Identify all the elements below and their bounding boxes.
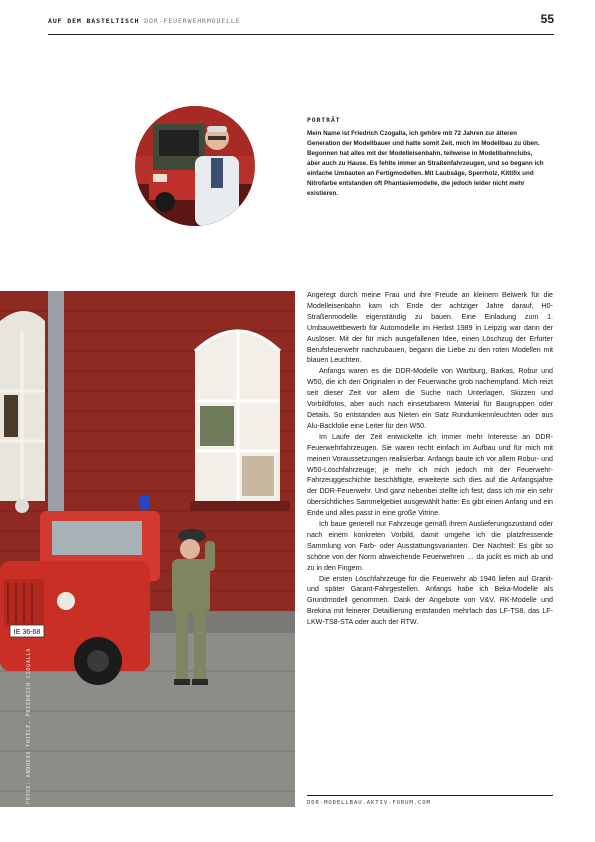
article-body [307, 290, 553, 628]
portrait-body: Mein Name ist Friedrich Czogalla, ich gehöre mit 72 Jahren zur älteren Generation der Modellbauer und hatte somit Zeit, mich im Modellbau zu üben. Begonnen hat alles mit der Modelleisenbahn, teilweise in Modellbahnclubs, aber auch zu Hause. Es fehlte immer an Straßenfahrzeugen, und so begann ich einfache Umbauten an Fertigmodellen. Mit Laubsäge, Sperrholz, Kittifix und Nitrofarbe entstanden oft Phantasiemodelle, die jedoch leider nicht mehr existieren. [307, 130, 544, 197]
footer-url: DDR-MODELLBAU.AKTIV-FORUM.COM [307, 800, 431, 806]
article-paragraph: Ich baue generell nur Fahrzeuge gemäß ihrem Auslieferungszustand oder nach einem konkreten Vorbild, damit umgehe ich die platzfressende Sammlung von Farb- oder Ausstattungsvarianten. Der Nachteil: Es gibt so schöne von der Norm abweichende Feuerwehren … da juckt es mich ab und zu in den Fingern. [307, 520, 553, 572]
portrait-photo [135, 106, 255, 226]
running-head [48, 17, 241, 25]
fire-truck-photo [0, 291, 295, 807]
article-paragraph: Die ersten Löschfahrzeuge für die Feuerwehr ab 1946 liefen auf Granit- und später Garant-Fahrgestellen. Anfangs habe ich Beka-Modelle als Grundmodell genommen. Dank der Angebote von V&V, RK-Modelle und Brekina mit feinerer Detaillierung entstanden mehrfach das LF-TS8, das LF-LKW-TS8-STA oder auch der RTW. [307, 574, 553, 627]
article-paragraph: Angeregt durch meine Frau und ihre Freude an kleinem Beiwerk für die Modelleisenbahn kam ich Ende der achtziger Jahre darauf, H0-Straßenmodelle eigenständig zu bauen. Eine Einladung zum 1. Umbauwettbewerb für Automodelle im Herbst 1989 in Leipzig war dann der Auslöser. Mit der für mich ausgefallenen Idee, einen Löschzug der Erfurter Berufsfeuerwehr nachzubauen, begann die Liebe zu den roten Modellen mit blauen Leuchten. [307, 291, 553, 365]
section-title: AUF DEM BASTELTISCH [48, 17, 140, 25]
portrait-illustration [135, 106, 255, 226]
photo-credit: FOTOS: ANDREAS THIELE, FRIEDRICH CZOGALLA [26, 647, 32, 804]
portrait-label: PORTRÄT [307, 117, 341, 124]
article-paragraph: Anfangs waren es die DDR-Modelle von Wartburg, Barkas, Robur und W50, die ich den Originalen in der Feuerwache grob nachempfand. Mich reizt seit dieser Zeit vor allem die Suche nach Unterlagen, Skizzen und Vorbildfotos, aber auch nach einsetzbarem Material für Baugruppen oder Details. So entstanden aus Nieten ein Satz Rundumkennleuchten oder aus Alu-Backfolie eine Leiter für den W50. [307, 367, 553, 430]
page-header [48, 10, 554, 35]
license-plate: IE 36-68 [13, 629, 41, 636]
topic-title: DDR-FEUERWEHRMODELLE [144, 17, 241, 25]
page-footer [307, 795, 553, 806]
diorama-illustration [0, 291, 295, 807]
portrait-box [307, 116, 547, 199]
article-paragraph: Im Laufe der Zeit entwickelte ich immer mehr Interesse an DDR-Feuerwehrfahrzeugen. Sie waren recht einfach im Aufbau und für mich mit meinen Voraussetzungen realisierbar. Anfangs baute ich vor allem Robur- und W50-Löschfahrzeuge; je mehr ich mich jedoch mit der Feuerwehr-Fahrzeuggeschichte beschäftigte, erweiterte sich dies auf die Anfangsjahre der DDR-Feuerwehr. Und ganz nebenbei stellte ich fest, dass ich mir ein sehr übersichtliches Sammelgebiet ausgewählt hatte: Es gibt einen Anfang und ein Ende und alles passt in eine große Vitrine. [307, 432, 553, 518]
page-number: 55 [540, 12, 554, 26]
